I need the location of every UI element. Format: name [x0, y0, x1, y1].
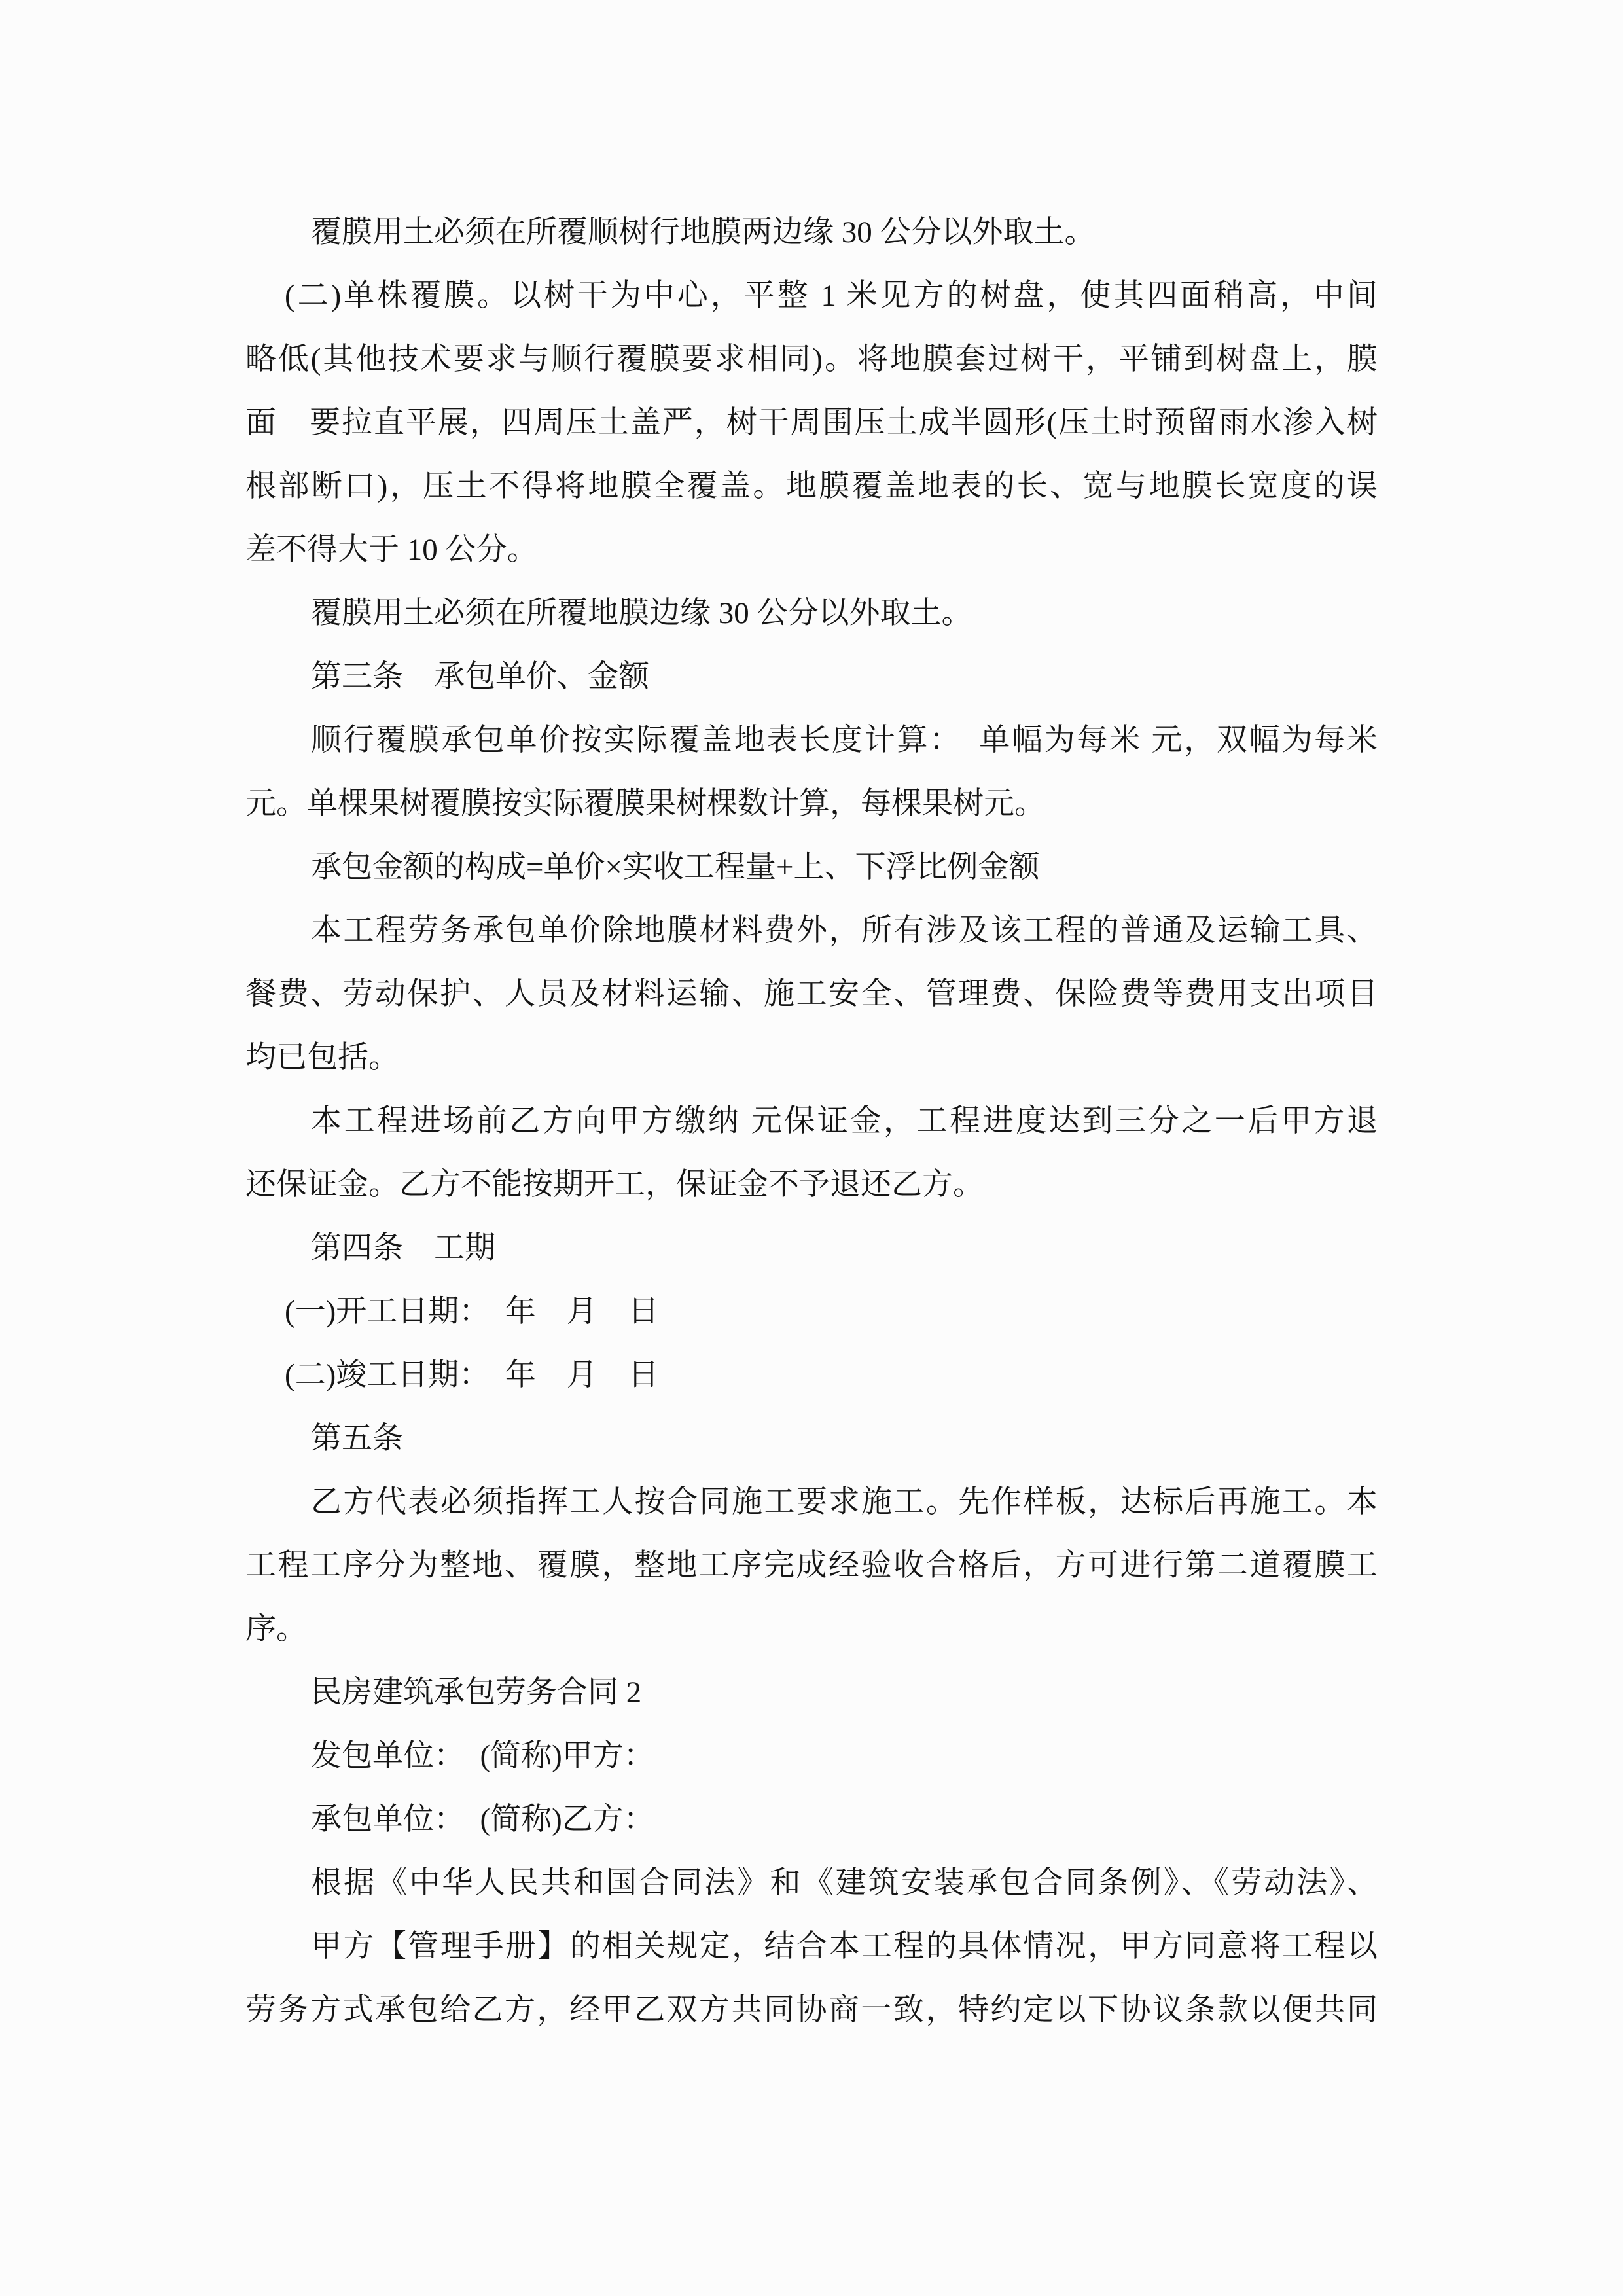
party-a-line: 发包单位： (简称)甲方： [311, 1739, 654, 1773]
doc-line: 序。 [245, 1612, 307, 1646]
party-b-line: 承包单位： (简称)乙方： [311, 1803, 654, 1837]
contract-subtitle-line: 民房建筑承包劳务合同 2 [311, 1676, 642, 1710]
doc-line: 根据《中华人民共和国合同法》和《建筑安装承包合同条例》、《劳动法》、 [311, 1866, 1378, 1900]
doc-line: 劳务方式承包给乙方，经甲乙双方共同协商一致，特约定以下协议条款以便共同 [245, 1993, 1378, 2027]
doc-line: 覆膜用土必须在所覆地膜边缘 30 公分以外取土。 [311, 596, 972, 630]
doc-line: 根部断口)，压土不得将地膜全覆盖。地膜覆盖地表的长、宽与地膜长宽度的误 [245, 469, 1378, 503]
doc-line: 均已包括。 [245, 1041, 399, 1075]
doc-line: 乙方代表必须指挥工人按合同施工要求施工。先作样板，达标后再施工。本 [311, 1485, 1378, 1519]
doc-line: (二)竣工日期： 年 月 日 [285, 1358, 659, 1392]
doc-line: 甲方【管理手册】的相关规定，结合本工程的具体情况，甲方同意将工程以 [311, 1929, 1378, 1964]
doc-line: 本工程劳务承包单价除地膜材料费外，所有涉及该工程的普通及运输工具、 [311, 914, 1378, 948]
clause-heading-line: 第五条 [311, 1422, 403, 1456]
doc-line: 还保证金。乙方不能按期开工，保证金不予退还乙方。 [245, 1168, 984, 1202]
doc-line: 元。单棵果树覆膜按实际覆膜果树棵数计算，每棵果树元。 [245, 787, 1045, 821]
doc-line: 承包金额的构成=单价×实收工程量+上、下浮比例金额 [311, 850, 1040, 884]
doc-line: 工程工序分为整地、覆膜，整地工序完成经验收合格后，方可进行第二道覆膜工 [245, 1549, 1378, 1583]
doc-line: 差不得大于 10 公分。 [245, 533, 538, 567]
doc-line: 覆膜用土必须在所覆顺树行地膜两边缘 30 公分以外取土。 [311, 215, 1096, 249]
clause-heading-line: 第三条 承包单价、金额 [311, 660, 649, 694]
doc-line: 略低(其他技术要求与顺行覆膜要求相同)。将地膜套过树干，平铺到树盘上，膜 [245, 342, 1378, 376]
doc-line: 顺行覆膜承包单价按实际覆盖地表长度计算： 单幅为每米 元，双幅为每米 [311, 723, 1378, 757]
clause-heading-line: 第四条 工期 [311, 1231, 495, 1265]
doc-line: 本工程进场前乙方向甲方缴纳 元保证金，工程进度达到三分之一后甲方退 [311, 1104, 1378, 1138]
doc-line: (二)单株覆膜。以树干为中心，平整 1 米见方的树盘，使其四面稍高，中间 [285, 279, 1378, 313]
contract-text-block [245, 201, 1378, 2042]
doc-line: (一)开工日期： 年 月 日 [285, 1295, 659, 1329]
doc-line: 餐费、劳动保护、人员及材料运输、施工安全、管理费、保险费等费用支出项目 [245, 977, 1378, 1011]
doc-line: 面 要拉直平展，四周压土盖严，树干周围压土成半圆形(压土时预留雨水渗入树 [245, 406, 1378, 440]
